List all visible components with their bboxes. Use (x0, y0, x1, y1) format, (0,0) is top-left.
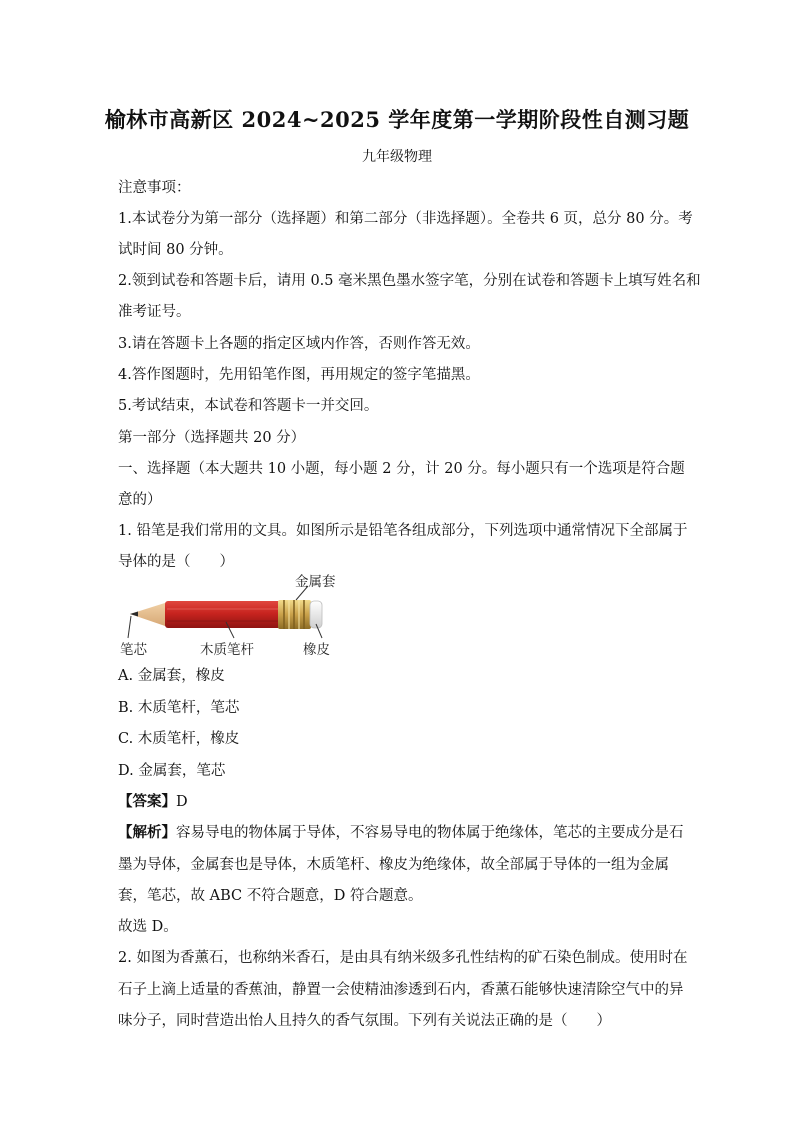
eraser (310, 601, 322, 628)
analysis-line (118, 821, 688, 842)
question-stem: 味分子，同时营造出怡人且持久的香气氛围。下列有关说法正确的是（ ） (118, 1013, 611, 1029)
wood-label: 木质笔杆 (200, 642, 254, 658)
analysis-text: 墨为导体，金属套也是导体，木质笔杆、橡皮为绝缘体，故全部属于导体的一组为金属 (118, 857, 669, 873)
note-item: 准考证号。 (118, 304, 191, 320)
note-item: 3.请在答题卡上各题的指定区域内作答，否则作答无效。 (118, 336, 480, 352)
tip-label: 笔芯 (120, 642, 147, 658)
option-d: D. 金属套，笔芯 (118, 763, 226, 779)
question-stem: 石子上滴上适量的香蕉油，静置一会使精油渗透到石内，香薰石能够快速清除空气中的异 (118, 982, 684, 998)
analysis-label: 【解析】 (118, 824, 176, 841)
page-subtitle: 九年级物理 (362, 149, 432, 165)
analysis-text: 套，笔芯，故 ABC 不符合题意，D 符合题意。 (118, 888, 423, 904)
note-item: 2.领到试卷和答题卡后，请用 0.5 毫米黑色墨水签字笔，分别在试卷和答题卡上填写姓名和 (118, 273, 701, 289)
note-item: 4.答作图题时，先用铅笔作图，再用规定的签字笔描黑。 (118, 367, 480, 383)
note-item: 1.本试卷分为第一部分（选择题）和第二部分（非选择题）。全卷共 6 页，总分 80 分。考 (118, 211, 693, 227)
pencil-illustration (118, 570, 358, 662)
analysis-text: 容易导电的物体属于导体，不容易导电的物体属于绝缘体，笔芯的主要成分是石 (176, 825, 684, 841)
section-instructions: 一、选择题（本大题共 10 小题，每小题 2 分，计 20 分。每小题只有一个选项是符合题 (118, 461, 685, 477)
question-stem: 2. 如图为香薰石，也称纳米香石，是由具有纳米级多孔性结构的矿石染色制成。使用时在 (118, 950, 688, 966)
section-instructions: 意的） (118, 492, 162, 508)
note-item: 5.考试结束，本试卷和答题卡一并交回。 (118, 398, 379, 414)
option-c: C. 木质笔杆，橡皮 (118, 731, 240, 747)
question-stem: 导体的是（ ） (118, 554, 234, 570)
option-b: B. 木质笔杆，笔芯 (118, 700, 240, 716)
answer-label: 【答案】 (118, 793, 176, 810)
graphite-tip (130, 612, 138, 617)
pencil-body (165, 601, 281, 628)
answer-line (118, 790, 688, 811)
eraser-label: 橡皮 (303, 642, 330, 658)
page-title: 榆林市高新区 2024~2025 学年度第一学期阶段性自测习题 (104, 107, 690, 132)
part-heading: 第一部分（选择题共 20 分） (118, 430, 306, 446)
conclusion-text: 故选 D。 (118, 919, 178, 935)
pencil-figure (118, 570, 358, 662)
ferrule-label: 金属套 (295, 574, 336, 590)
answer-value: D (176, 794, 188, 810)
notes-heading: 注意事项： (118, 180, 191, 196)
question-stem: 1. 铅笔是我们常用的文具。如图所示是铅笔各组成部分，下列选项中通常情况下全部属于 (118, 523, 688, 539)
note-item: 试时间 80 分钟。 (118, 242, 233, 258)
option-a: A. 金属套，橡皮 (118, 668, 225, 684)
